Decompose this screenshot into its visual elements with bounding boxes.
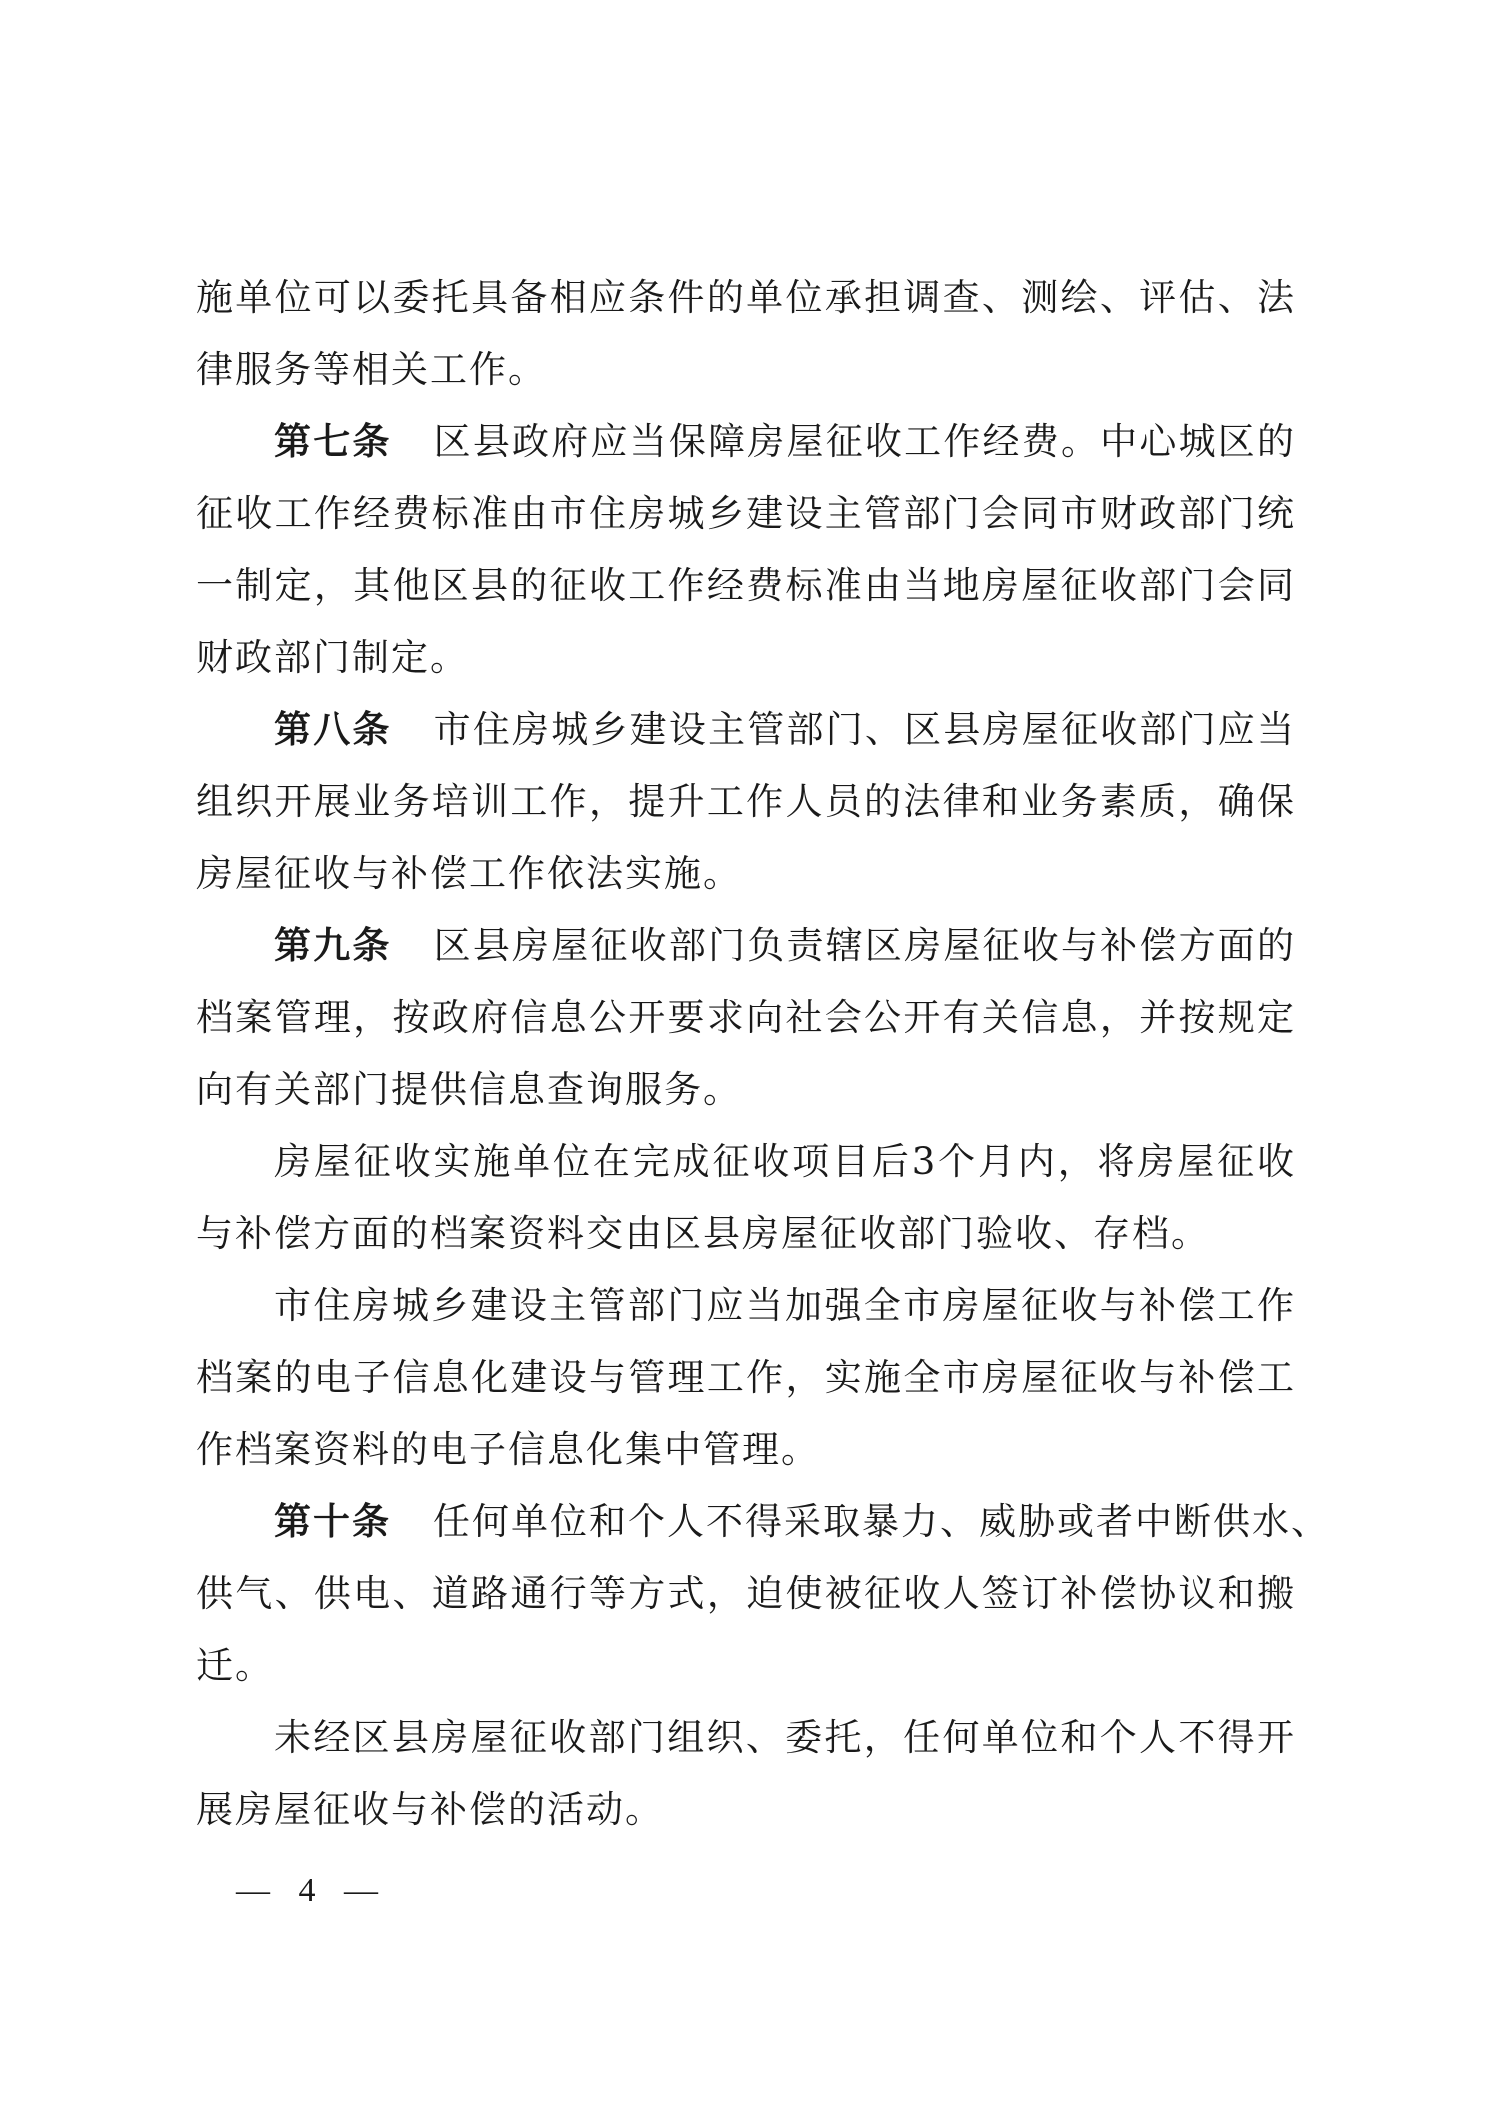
text-line: 展房屋征收与补偿的活动。 <box>196 1788 664 1831</box>
text-line: 档案的电子信息化建设与管理工作，实施全市房屋征收与补偿工 <box>196 1356 1296 1399</box>
article-heading: 第七条 <box>274 420 392 463</box>
text-line <box>196 406 1296 478</box>
text-line-content: 任何单位和个人不得采取暴力、威胁或者中断供水、 <box>433 1500 1330 1543</box>
article-heading: 第十条 <box>274 1500 391 1543</box>
text-line <box>196 910 1296 982</box>
text-line: 一制定，其他区县的征收工作经费标准由当地房屋征收部门会同 <box>196 564 1296 607</box>
text-line: 律服务等相关工作。 <box>196 348 547 391</box>
text-line-content: 区县房屋征收部门负责辖区房屋征收与补偿方面的 <box>433 924 1296 967</box>
document-body <box>196 262 1330 1846</box>
text-line: 未经区县房屋征收部门组织、委托，任何单位和个人不得开 <box>274 1716 1296 1759</box>
text-line-content: 区县政府应当保障房屋征收工作经费。中心城区的 <box>433 420 1296 463</box>
text-line: 与补偿方面的档案资料交由区县房屋征收部门验收、存档。 <box>196 1212 1210 1255</box>
text-line: 档案管理，按政府信息公开要求向社会公开有关信息，并按规定 <box>196 996 1296 1039</box>
text-line: 组织开展业务培训工作，提升工作人员的法律和业务素质，确保 <box>196 780 1296 823</box>
text-line: 房屋征收与补偿工作依法实施。 <box>196 852 742 895</box>
text-line: 市住房城乡建设主管部门应当加强全市房屋征收与补偿工作 <box>274 1284 1296 1327</box>
article-heading: 第九条 <box>274 924 392 967</box>
text-line: 施单位可以委托具备相应条件的单位承担调查、测绘、评估、法 <box>196 276 1296 319</box>
text-line: 供气、供电、道路通行等方式，迫使被征收人签订补偿协议和搬 <box>196 1572 1296 1615</box>
text-line: 征收工作经费标准由市住房城乡建设主管部门会同市财政部门统 <box>196 492 1296 535</box>
text-line: 房屋征收实施单位在完成征收项目后3个月内，将房屋征收 <box>274 1140 1296 1183</box>
text-line: 向有关部门提供信息查询服务。 <box>196 1068 742 1111</box>
text-line: 作档案资料的电子信息化集中管理。 <box>196 1428 820 1471</box>
text-line: 迁。 <box>196 1644 274 1687</box>
article-heading: 第八条 <box>274 708 392 751</box>
text-line <box>196 1486 1330 1558</box>
text-line-content: 市住房城乡建设主管部门、区县房屋征收部门应当 <box>433 708 1296 751</box>
page-number: — 4 — <box>236 1872 388 1909</box>
text-line: 财政部门制定。 <box>196 636 469 679</box>
text-line <box>196 694 1296 766</box>
